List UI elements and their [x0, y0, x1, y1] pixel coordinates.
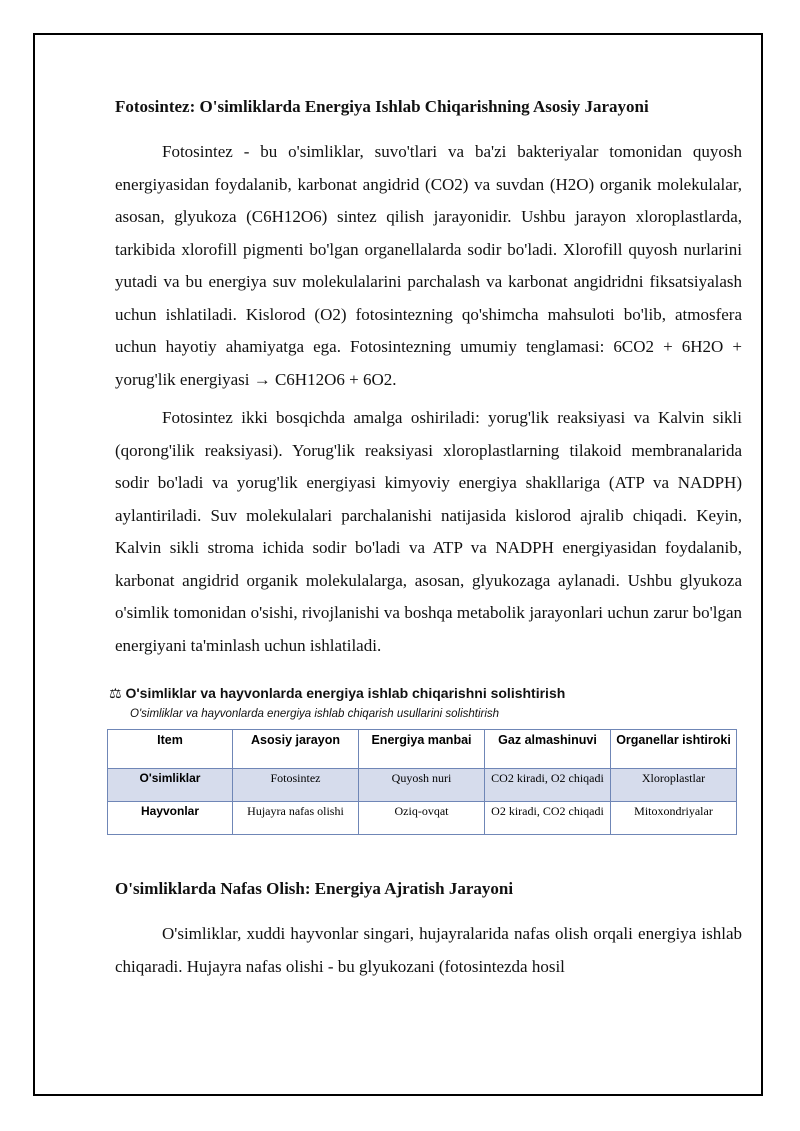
table-cell: Xloroplastlar [611, 769, 737, 802]
table-header-cell: Asosiy jarayon [233, 730, 359, 769]
table-title-text: O'simliklar va hayvonlarda energiya ishlab chiqarishni solishtirish [125, 685, 566, 701]
table-header-cell: Organellar ishtiroki [611, 730, 737, 769]
table-cell: Oziq-ovqat [359, 802, 485, 835]
table-title [109, 682, 742, 704]
table-header-row [108, 730, 737, 769]
table-header-cell: Item [108, 730, 233, 769]
comparison-table [107, 729, 737, 835]
paragraph-respiration-intro: O'simliklar, xuddi hayvonlar singari, hujayralarida nafas olish orqali energiya ishlab chiqaradi. Hujayra nafas olishi - bu glyukozani (fotosintezda hosil [115, 924, 742, 976]
table-row-label: O'simliklar [108, 769, 233, 802]
paragraph-photosynthesis-definition: Fotosintez - bu o'simliklar, suvo'tlari va ba'zi bakteriyalar tomonidan quyosh energiyasidan foydalanib, karbonat angidrid (CO2) va suvdan (H2O) organik molekulalar, asosan, glyukoza (C6H12O6) sintez qilish jarayonidir. Ushbu jarayon xloroplastlarda, tarkibida xlorofill pigmenti bo'lgan organellalarda sodir bo'ladi. Xlorofill quyosh nurlarini yutadi va bu energiya suv molekulalarini parchalash va karbonat angidridni fiksatsiyalash uchun ishlatiladi. Kislorod (O2) fotosintezning qo'shimcha mahsuloti bo'lib, atmosfera uchun hayotiy ahamiyatga ega. Fotosintezning umumiy tenglamasi: 6CO2 + 6H2O + yorug'lik energiyasi → C6H12O6 + 6O2. [115, 142, 742, 389]
table-cell: CO2 kiradi, O2 chiqadi [485, 769, 611, 802]
table-header-cell: Gaz almashinuvi [485, 730, 611, 769]
table-cell: Mitoxondriyalar [611, 802, 737, 835]
table-cell: Hujayra nafas olishi [233, 802, 359, 835]
table-header-cell: Energiya manbai [359, 730, 485, 769]
document-content [109, 95, 742, 983]
section-heading-photosynthesis: Fotosintez: O'simliklarda Energiya Ishlab Chiqarishning Asosiy Jarayoni [115, 97, 649, 116]
scales-icon: ⚖ [109, 685, 122, 701]
paragraph-photosynthesis-stages: Fotosintez ikki bosqichda amalga oshiriladi: yorug'lik reaksiyasi va Kalvin sikli (qorong'ilik reaksiyasi). Yorug'lik reaksiyasi xloroplastlarning tilakoid membranalarida sodir bo'ladi va yorug'lik energiyasi kimyoviy energiya shakllariga (ATP va NADPH) aylantiriladi. Suv molekulalari parchalanishi natijasida kislorod ajralib chiqadi. Keyin, Kalvin sikli stroma ichida sodir bo'ladi va ATP va NADPH energiyasidan foydalanib, karbonat angidrid organik molekulalarga, asosan, glyukozaga aylanadi. Ushbu glyukoza o'simlik tomonidan o'sishi, rivojlanishi va boshqa metabolik jarayonlari uchun zarur bo'lgan energiyani ta'minlash uchun ishlatiladi. [115, 408, 742, 655]
table-cell: Quyosh nuri [359, 769, 485, 802]
table-row [108, 769, 737, 802]
table-cell: Fotosintez [233, 769, 359, 802]
table-row-label: Hayvonlar [108, 802, 233, 835]
table-row [108, 802, 737, 835]
section-heading-respiration: O'simliklarda Nafas Olish: Energiya Ajratish Jarayoni [115, 879, 514, 898]
table-subtitle: O'simliklar va hayvonlarda energiya ishlab chiqarish usullarini solishtirish [130, 708, 500, 720]
table-cell: O2 kiradi, CO2 chiqadi [485, 802, 611, 835]
